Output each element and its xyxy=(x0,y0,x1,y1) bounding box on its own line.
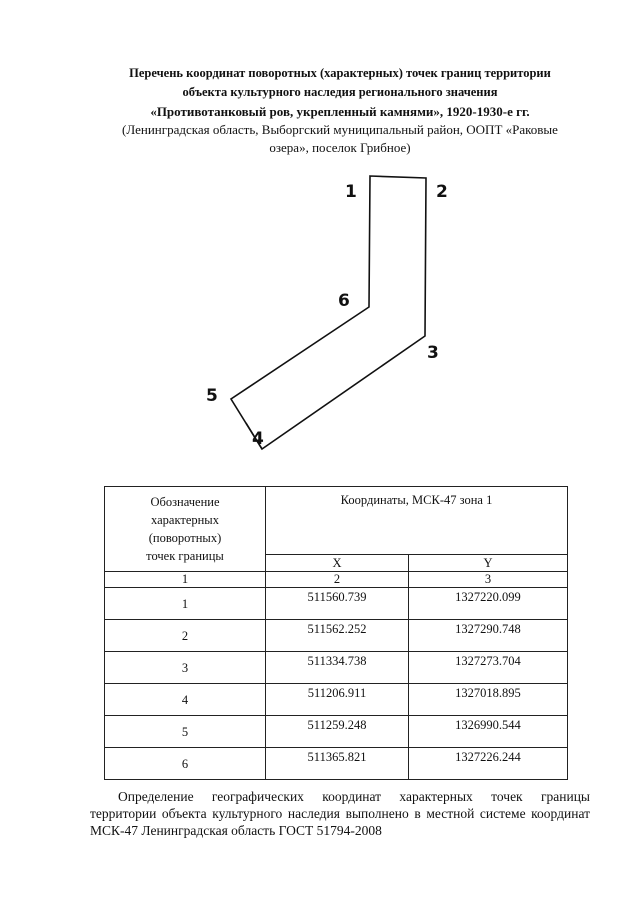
cell-point: 2 xyxy=(105,620,266,652)
boundary-polygon xyxy=(231,176,426,449)
title-line-3: «Противотанковый ров, укрепленный камнями», 1920-1930-е гг. xyxy=(150,104,530,119)
cell-point: 5 xyxy=(105,716,266,748)
header-y: Y xyxy=(408,555,567,572)
cell-x: 511206.911 xyxy=(266,684,409,716)
cell-x: 511365.821 xyxy=(266,748,409,780)
cell-y: 1327220.099 xyxy=(408,588,567,620)
column-number: 3 xyxy=(408,572,567,588)
table-row xyxy=(105,684,568,716)
point-label-1: 1 xyxy=(345,182,357,202)
cell-point: 1 xyxy=(105,588,266,620)
cell-point: 4 xyxy=(105,684,266,716)
title-line-2: объекта культурного наследия регионального значения xyxy=(182,85,498,99)
cell-point: 6 xyxy=(105,748,266,780)
column-number-row xyxy=(105,572,568,588)
cell-x: 511334.738 xyxy=(266,652,409,684)
footer-line-rest: территории объекта культурного наследия выполнено в местной системе координат МСК-47 Ленинградская область ГОСТ 51794-2008 xyxy=(90,806,590,838)
header-designation-line: характерных xyxy=(151,513,219,527)
header-designation xyxy=(105,487,266,572)
table-row xyxy=(105,588,568,620)
cell-x: 511562.252 xyxy=(266,620,409,652)
point-label-3: 3 xyxy=(427,343,439,363)
header-coordinates: Координаты, МСК-47 зона 1 xyxy=(266,487,568,555)
table-row xyxy=(105,652,568,684)
header-designation-line: точек границы xyxy=(146,549,224,563)
cell-y: 1327226.244 xyxy=(408,748,567,780)
footer-note xyxy=(90,788,590,839)
cell-point: 3 xyxy=(105,652,266,684)
point-label-2: 2 xyxy=(436,182,448,202)
point-label-6: 6 xyxy=(338,291,350,311)
table-row xyxy=(105,620,568,652)
footer-line-1: Определение географических координат характерных точек границы xyxy=(118,789,590,804)
table-row xyxy=(105,748,568,780)
subtitle-line-1: (Ленинградская область, Выборгский муниципальный район, ООПТ «Раковые xyxy=(122,122,558,137)
point-label-4: 4 xyxy=(252,429,264,449)
title-line-1: Перечень координат поворотных (характерных) точек границ территории xyxy=(129,66,551,80)
cell-x: 511560.739 xyxy=(266,588,409,620)
cell-x: 511259.248 xyxy=(266,716,409,748)
cell-y: 1327018.895 xyxy=(408,684,567,716)
header-designation-line: Обозначение xyxy=(150,495,220,509)
column-number: 2 xyxy=(266,572,409,588)
column-number: 1 xyxy=(105,572,266,588)
subtitle-line-2: озера», поселок Грибное) xyxy=(269,140,411,155)
point-label-5: 5 xyxy=(206,386,218,406)
coordinates-table xyxy=(104,486,568,780)
cell-y: 1326990.544 xyxy=(408,716,567,748)
header-designation-line: (поворотных) xyxy=(148,531,222,545)
header-x: X xyxy=(266,555,409,572)
table-row xyxy=(105,716,568,748)
cell-y: 1327290.748 xyxy=(408,620,567,652)
cell-y: 1327273.704 xyxy=(408,652,567,684)
